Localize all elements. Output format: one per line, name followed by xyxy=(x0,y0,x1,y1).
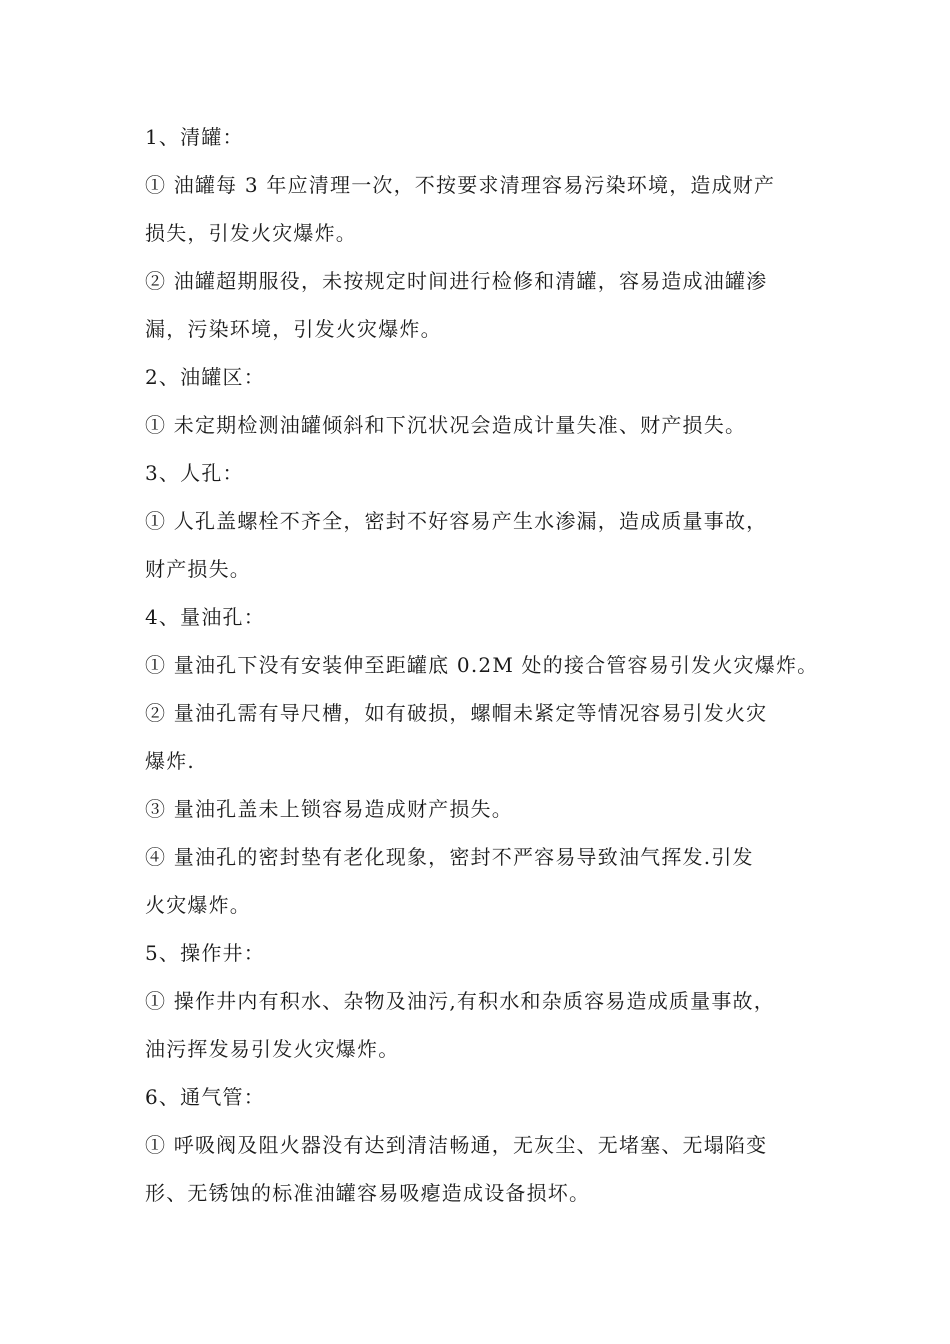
paragraph-line: ② 量油孔需有导尺槽，如有破损，螺帽未紧定等情况容易引发火灾 xyxy=(145,701,768,725)
paragraph-line: ① 未定期检测油罐倾斜和下沉状况会造成计量失准、财产损失。 xyxy=(145,413,747,437)
section-heading: 3、人孔： xyxy=(145,461,244,485)
paragraph-line: ① 呼吸阀及阻火器没有达到清洁畅通，无灰尘、无堵塞、无塌陷变 xyxy=(145,1133,768,1157)
section-heading: 4、量油孔： xyxy=(145,605,265,629)
paragraph-line: ① 油罐每 3 年应清理一次，不按要求清理容易污染环境，造成财产 xyxy=(145,173,776,197)
paragraph-line: 形、无锈蚀的标准油罐容易吸瘪造成设备损坏。 xyxy=(145,1181,591,1205)
section-heading: 5、操作井： xyxy=(145,941,265,965)
paragraph-line: ① 量油孔下没有安装伸至距罐底 0.2M 处的接合管容易引发火灾爆炸。 xyxy=(145,653,819,677)
paragraph-line: 爆炸. xyxy=(145,749,195,773)
paragraph-line: 财产损失。 xyxy=(145,557,251,581)
paragraph-line: ② 油罐超期服役，未按规定时间进行检修和清罐，容易造成油罐渗 xyxy=(145,269,768,293)
paragraph-line: ④ 量油孔的密封垫有老化现象，密封不严容易导致油气挥发.引发 xyxy=(145,845,754,869)
paragraph-line: ① 操作井内有积水、杂物及油污,有积水和杂质容易造成质量事故， xyxy=(145,989,775,1013)
document-body xyxy=(145,119,825,1223)
paragraph-line: 油污挥发易引发火灾爆炸。 xyxy=(145,1037,400,1061)
section-heading: 1、清罐： xyxy=(145,125,244,149)
paragraph-line: 漏，污染环境，引发火灾爆炸。 xyxy=(145,317,442,341)
paragraph-line: 火灾爆炸。 xyxy=(145,893,251,917)
paragraph-line: ① 人孔盖螺栓不齐全，密封不好容易产生水渗漏，造成质量事故， xyxy=(145,509,768,533)
paragraph-line: ③ 量油孔盖未上锁容易造成财产损失。 xyxy=(145,797,513,821)
section-heading: 2、油罐区： xyxy=(145,365,265,389)
paragraph-line: 损失，引发火灾爆炸。 xyxy=(145,221,357,245)
section-heading: 6、通气管： xyxy=(145,1085,265,1109)
